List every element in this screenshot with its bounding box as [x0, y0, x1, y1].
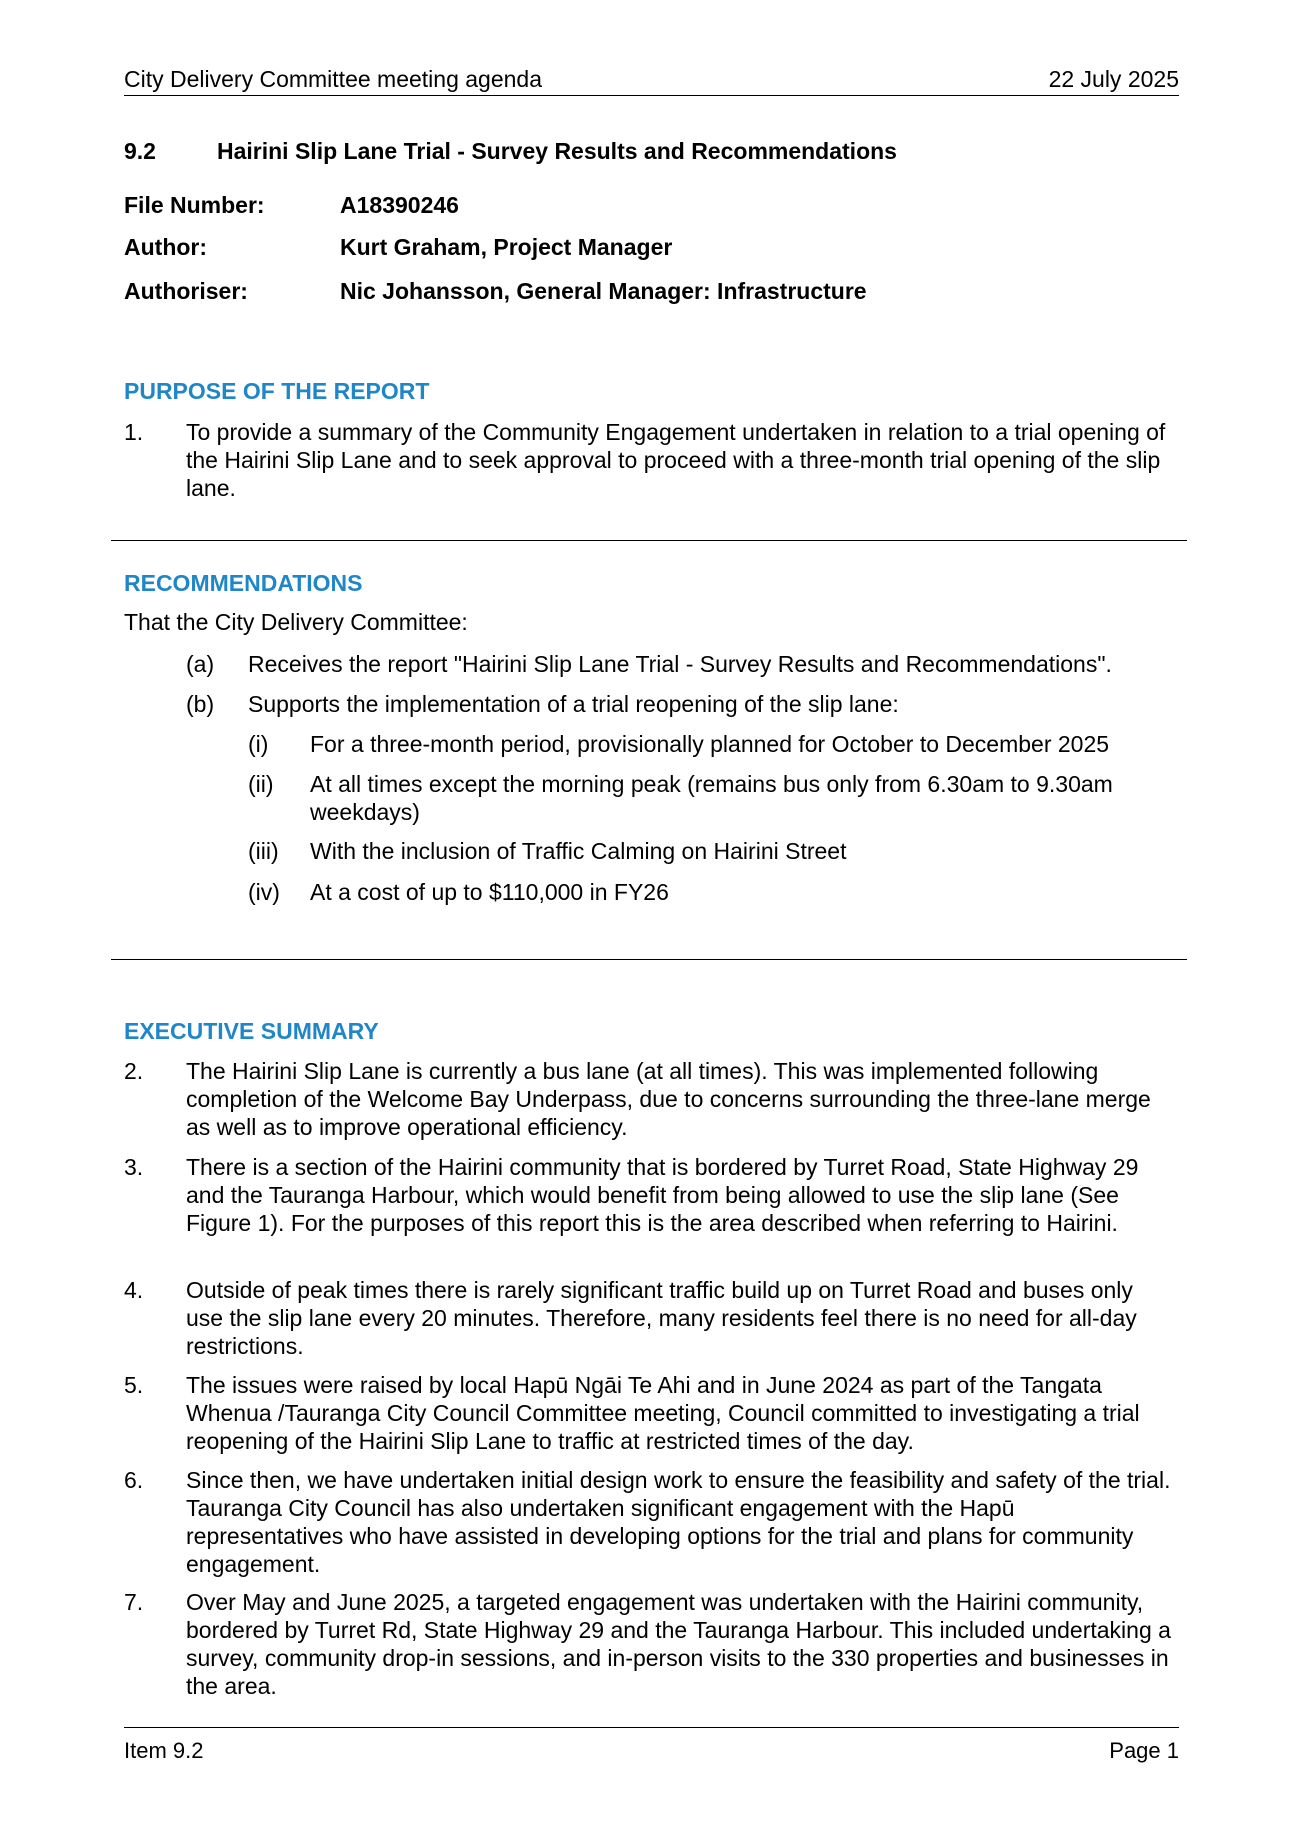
paragraph-text: Over May and June 2025, a targeted engagement was undertaken with the Hairini community, bordered by Turret Rd, State Highway 29 and the Tauranga Harbour. This included undertaking a survey, community drop-in sessions, and in-person visits to the 330 properties and businesses in the area.: [186, 1589, 1171, 1699]
recommendations-heading: RECOMMENDATIONS: [124, 570, 363, 596]
paragraph-number: 1.: [124, 419, 144, 445]
item-title: [124, 138, 897, 165]
paragraph-text: To provide a summary of the Community Engagement undertaken in relation to a trial opening of the Hairini Slip Lane and to seek approval to proceed with a three-month trial opening of the slip lane.: [186, 419, 1166, 501]
meta-label: Authoriser:: [124, 278, 248, 304]
paragraph-1: [124, 418, 1175, 502]
paragraph-number: 6.: [124, 1467, 144, 1493]
paragraph-4: [124, 1276, 1175, 1360]
paragraph-2: [124, 1057, 1175, 1141]
paragraph-number: 2.: [124, 1058, 144, 1084]
item-title-text: Hairini Slip Lane Trial - Survey Results and Recommendations: [217, 138, 897, 164]
meta-label: File Number:: [124, 192, 265, 218]
footer-item-label: Item 9.2: [124, 1738, 204, 1763]
subitem-text: At all times except the morning peak (remains bus only from 6.30am to 9.30am weekdays): [310, 771, 1113, 825]
paragraph-7: [124, 1588, 1175, 1700]
paragraph-number: 4.: [124, 1277, 144, 1303]
recommendations-intro: That the City Delivery Committee:: [124, 609, 468, 635]
subitem-label: (ii): [248, 771, 274, 797]
purpose-heading: PURPOSE OF THE REPORT: [124, 378, 430, 404]
item-number: 9.2: [124, 138, 156, 164]
header-date: 22 July 2025: [1048, 66, 1179, 92]
recommendation-b-iii: [248, 837, 1175, 865]
executive-summary-heading: EXECUTIVE SUMMARY: [124, 1018, 379, 1044]
paragraph-text: Since then, we have undertaken initial design work to ensure the feasibility and safety of the trial. Tauranga City Council has also undertaken significant engagement with the Hapū representatives who have assisted in developing options for the trial and plans for community engagement.: [186, 1467, 1171, 1577]
meta-value: A18390246: [340, 192, 459, 218]
recommendation-b-i: [248, 730, 1175, 758]
paragraph-number: 7.: [124, 1589, 144, 1615]
recommendation-a: [186, 650, 1175, 678]
meta-value: Kurt Graham, Project Manager: [340, 234, 673, 260]
subitem-label: (iii): [248, 838, 279, 864]
paragraph-text: The issues were raised by local Hapū Ngāi Te Ahi and in June 2024 as part of the Tangata Whenua /Tauranga City Council Committee meeting, Council committed to investigating a trial reopening of the Hairini Slip Lane to traffic at restricted times of the day.: [186, 1372, 1140, 1454]
header-divider: [124, 95, 1179, 96]
header-committee-title: City Delivery Committee meeting agenda: [124, 66, 543, 92]
subitem-text: At a cost of up to $110,000 in FY26: [310, 879, 669, 905]
paragraph-number: 3.: [124, 1154, 144, 1180]
meta-file-number: [124, 192, 459, 219]
page-footer: [124, 1738, 1179, 1764]
subitem-label: (iv): [248, 879, 280, 905]
paragraph-6: [124, 1466, 1175, 1578]
paragraph-3: [124, 1153, 1175, 1237]
recommendation-b-iv: [248, 878, 1175, 906]
paragraph-5: [124, 1371, 1175, 1455]
meta-value: Nic Johansson, General Manager: Infrastructure: [340, 278, 867, 304]
paragraph-text: Outside of peak times there is rarely significant traffic build up on Turret Road and buses only use the slip lane every 20 minutes. Therefore, many residents feel there is no need for all-day restrictions.: [186, 1277, 1137, 1359]
meta-author: [124, 234, 672, 261]
subitem-text: For a three-month period, provisionally planned for October to December 2025: [310, 731, 1110, 757]
meta-label: Author:: [124, 234, 208, 260]
footer-divider: [124, 1727, 1179, 1728]
recommendation-label: (a): [186, 651, 215, 677]
recommendation-text: Receives the report "Hairini Slip Lane Trial - Survey Results and Recommendations".: [248, 651, 1112, 677]
section-divider: [111, 959, 1187, 960]
meta-authoriser: [124, 278, 867, 305]
paragraph-number: 5.: [124, 1372, 144, 1398]
subitem-text: With the inclusion of Traffic Calming on Hairini Street: [310, 838, 847, 864]
recommendation-label: (b): [186, 691, 215, 717]
footer-page-number: Page 1: [1109, 1738, 1179, 1763]
page-header: [124, 66, 1179, 93]
paragraph-text: The Hairini Slip Lane is currently a bus lane (at all times). This was implemented following completion of the Welcome Bay Underpass, due to concerns surrounding the three-lane merge as well as to improve operational efficiency.: [186, 1058, 1151, 1140]
recommendation-b-ii: [248, 770, 1175, 826]
paragraph-text: There is a section of the Hairini community that is bordered by Turret Road, State Highway 29 and the Tauranga Harbour, which would benefit from being allowed to use the slip lane (See Figure 1). For the purposes of this report this is the area described when referring to Hairini.: [186, 1154, 1139, 1236]
section-divider: [111, 540, 1187, 541]
recommendation-b: [186, 690, 1175, 718]
recommendation-text: Supports the implementation of a trial reopening of the slip lane:: [248, 691, 899, 717]
subitem-label: (i): [248, 731, 269, 757]
